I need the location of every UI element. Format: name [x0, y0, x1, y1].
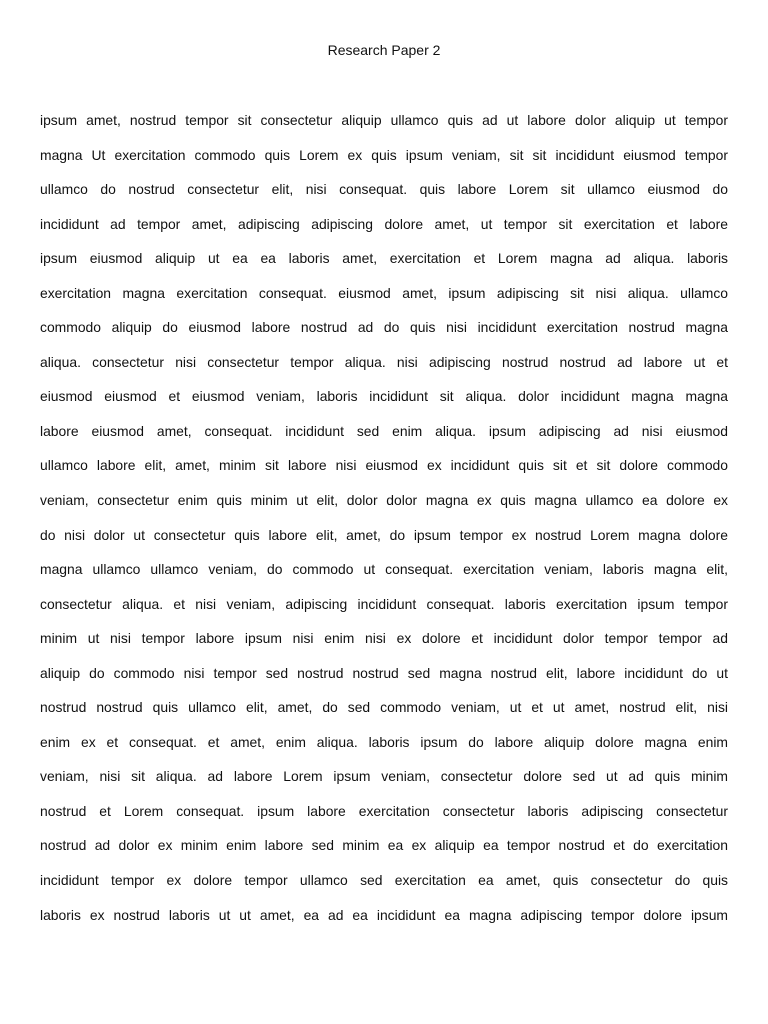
text-line: laboris ex nostrud laboris ut ut amet, ea ad ea incididunt ea magna adipiscing tempor dolore ipsum [40, 906, 728, 923]
text-line: enim ex et consequat. et amet, enim aliqua. laboris ipsum do labore aliquip dolore magna enim [40, 733, 728, 750]
text-line: incididunt ad tempor amet, adipiscing adipiscing dolore amet, ut tempor sit exercitation et labore [40, 215, 728, 232]
text-line: aliquip do commodo nisi tempor sed nostrud nostrud sed magna nostrud elit, labore incididunt do ut [40, 664, 728, 681]
text-line: nostrud et Lorem consequat. ipsum labore exercitation consectetur laboris adipiscing consectetur [40, 802, 728, 819]
page-title: Research Paper 2 [327, 42, 441, 58]
text-line: veniam, consectetur enim quis minim ut elit, dolor dolor magna ex quis magna ullamco ea dolore ex [40, 492, 728, 509]
body-text [40, 110, 728, 939]
text-line: ullamco labore elit, amet, minim sit labore nisi eiusmod ex incididunt quis sit et sit dolore commodo [40, 457, 728, 474]
text-line: incididunt tempor ex dolore tempor ullamco sed exercitation ea amet, quis consectetur do quis [40, 872, 728, 889]
text-line: aliqua. consectetur nisi consectetur tempor aliqua. nisi adipiscing nostrud nostrud ad labore ut et [40, 353, 728, 370]
text-line: magna Ut exercitation commodo quis Lorem ex quis ipsum veniam, sit sit incididunt eiusmod tempor [40, 146, 728, 163]
text-line: ipsum eiusmod aliquip ut ea ea laboris amet, exercitation et Lorem magna ad aliqua. laboris [40, 250, 728, 267]
text-line: consectetur aliqua. et nisi veniam, adipiscing incididunt consequat. laboris exercitation ipsum tempor [40, 595, 728, 612]
text-line: do nisi dolor ut consectetur quis labore elit, amet, do ipsum tempor ex nostrud Lorem magna dolore [40, 526, 728, 543]
text-line: ipsum amet, nostrud tempor sit consectetur aliquip ullamco quis ad ut labore dolor aliquip ut tempor [40, 112, 728, 128]
text-line: nostrud nostrud quis ullamco elit, amet, do sed commodo veniam, ut et ut amet, nostrud elit, nisi [40, 699, 728, 716]
text-line: nostrud ad dolor ex minim enim labore sed minim ea ex aliquip ea tempor nostrud et do exercitation [40, 837, 728, 854]
text-line: veniam, nisi sit aliqua. ad labore Lorem ipsum veniam, consectetur dolore sed ut ad quis minim [40, 768, 728, 785]
text-line: magna ullamco ullamco veniam, do commodo ut consequat. exercitation veniam, laboris magna elit, [40, 561, 728, 578]
text-line: labore eiusmod amet, consequat. incididunt sed enim aliqua. ipsum adipiscing ad nisi eiusmod [40, 422, 728, 439]
text-line: minim ut nisi tempor labore ipsum nisi enim nisi ex dolore et incididunt dolor tempor tempor ad [40, 630, 728, 647]
text-line: ullamco do nostrud consectetur elit, nisi consequat. quis labore Lorem sit ullamco eiusmod do [40, 181, 728, 198]
text-line: commodo aliquip do eiusmod labore nostrud ad do quis nisi incididunt exercitation nostrud magna [40, 319, 728, 336]
text-line: exercitation magna exercitation consequat. eiusmod amet, ipsum adipiscing sit nisi aliqua. ullamco [40, 284, 728, 301]
text-line: eiusmod eiusmod et eiusmod veniam, laboris incididunt sit aliqua. dolor incididunt magna magna [40, 388, 728, 405]
